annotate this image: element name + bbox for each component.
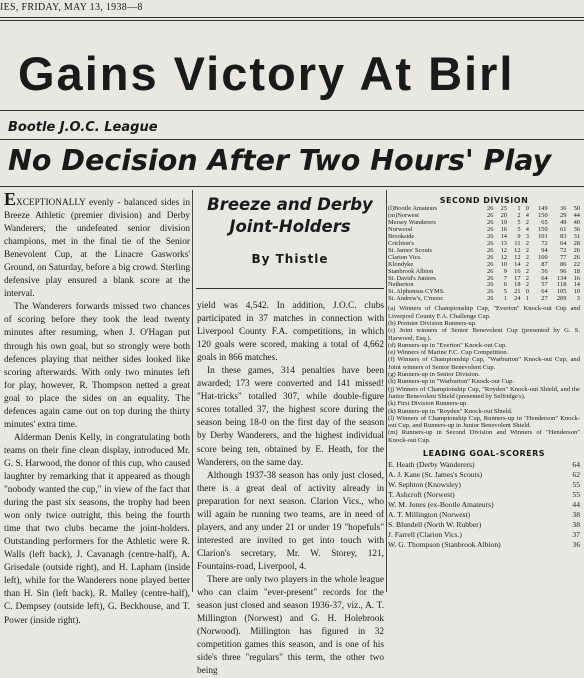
drop-cap: E: [4, 189, 17, 209]
stat-cell: 5: [517, 225, 521, 233]
stat-cell: 4: [525, 211, 529, 219]
scorer-name-cell: E. Heath (Derby Wanderers): [388, 459, 475, 469]
stat-cell: 87: [541, 260, 548, 268]
stat-cell: 4: [525, 225, 529, 233]
scorers-table: [388, 460, 580, 550]
article-paragraph: Alderman Denis Kelly, in congratulating both teams on their fine clean display, introduced Mr. G. S. Harwood, the donor of this cup, who caused laughter by remarking that it appeared as though "nobody wanted the cup," in view of the fact that during the past six seasons, the trophy had been won only twice outright, this being the fourth time that two clubs became the joint-holders. Outstanding performers for the Athletic were R. Walls (left back), J. Cavanagh (centre-half), A. Grisedale (outside right), and H. Lapham (inside left), while for the Wanderers none played better than H. Sin (left back), R. Malley (centre-half), C. Dempsey (outside left), G. Beckhouse, and T. Power (inside right).: [4, 432, 190, 626]
stat-cell: 94: [541, 246, 548, 254]
stat-cell: 11: [514, 239, 521, 247]
stat-cell: 1: [503, 295, 507, 303]
stat-cell: 14: [500, 232, 507, 240]
table-row: [388, 540, 580, 550]
stat-cell: 100: [538, 253, 548, 261]
stat-cell: 2: [525, 239, 529, 247]
stat-cell: 44: [573, 211, 580, 219]
feature-column: [197, 300, 384, 677]
goals-cell: 55: [572, 489, 580, 499]
stat-cell: 49: [560, 218, 567, 226]
note-item: (e) Winners of Marine F.C. Cup Competition.: [388, 349, 509, 357]
stat-cell: 27: [541, 295, 548, 303]
stat-cell: 12: [514, 246, 521, 254]
stat-cell: 56: [541, 267, 548, 275]
stat-cell: 2: [525, 281, 529, 289]
note-item: (a) Winners of Championship Cup, "Everton" Knock-out Cup and Liverpool County F.A. Challenge Cup.: [388, 305, 580, 320]
goals-cell: 62: [572, 469, 580, 479]
league-notes: [388, 305, 580, 444]
stat-cell: 26: [487, 218, 494, 226]
team-name-cell: Netherton: [388, 281, 414, 289]
top-rule-2: [0, 20, 584, 21]
feature-title: [196, 194, 384, 238]
stat-cell: 14: [573, 281, 580, 289]
scorer-name-cell: T. Ashcroft (Norwest): [388, 489, 455, 499]
team-name-cell: St. James' Scouts: [388, 246, 432, 254]
stat-cell: 26: [487, 274, 494, 282]
stat-cell: 16: [500, 225, 507, 233]
stat-cell: 2: [525, 260, 529, 268]
article-column: [4, 189, 190, 626]
stat-cell: 26: [573, 253, 580, 261]
stat-cell: 64: [541, 274, 548, 282]
stat-cell: 22: [573, 260, 580, 268]
stat-cell: 9: [503, 267, 507, 275]
stat-cell: 1: [517, 205, 521, 212]
stat-cell: 7: [503, 274, 507, 282]
stat-cell: 149: [538, 205, 548, 212]
stat-cell: 26: [487, 281, 494, 289]
stat-cell: 18: [573, 267, 580, 275]
stat-cell: 83: [560, 232, 567, 240]
stat-cell: 0: [525, 205, 529, 212]
stat-cell: 1: [525, 295, 529, 303]
stat-cell: 2: [525, 218, 529, 226]
team-name-cell: Clarion Vics.: [388, 253, 422, 261]
stat-cell: 26: [573, 246, 580, 254]
stat-cell: 150: [538, 211, 548, 219]
scorer-name-cell: W. Sephton (Knowsley): [388, 479, 461, 489]
stat-cell: 72: [541, 239, 548, 247]
stat-cell: 36: [560, 205, 567, 212]
feature-title-line: Joint-Holders: [229, 217, 351, 236]
goals-cell: 38: [572, 509, 580, 519]
goals-cell: 55: [572, 479, 580, 489]
stat-cell: 12: [500, 246, 507, 254]
table-row: [388, 490, 580, 500]
stat-cell: 57: [541, 281, 548, 289]
stat-cell: 26: [487, 239, 494, 247]
table-row: [388, 480, 580, 490]
stat-cell: 19: [500, 218, 507, 226]
stat-cell: 9: [517, 232, 521, 240]
scorer-name-cell: A. J. Kane (St. James's Scouts): [388, 469, 483, 479]
scorer-name-cell: W. G. Thompson (Stanbrook Albion): [388, 539, 501, 549]
stat-cell: 26: [487, 295, 494, 303]
stat-cell: 26: [487, 205, 494, 212]
section-rule: [0, 139, 584, 140]
stat-cell: 118: [557, 281, 567, 289]
note-item: (d) Runners-up in "Everton" Knock-out Cup.: [388, 341, 507, 349]
column-divider: [386, 190, 387, 592]
goals-cell: 44: [572, 499, 580, 509]
feature-paragraph: In these games, 314 penalties have been awarded; 173 were converted and 141 missed! "Hat-tricks" totalled 307, while double-figure scores totalled 37, the highest score during the season being 18-0 on the first day of the season by Derby Wanderers, and the highest individual score being ten, obtained by E. Heath, for the Wanderers, on the same day.: [197, 366, 384, 468]
stat-cell: 26: [487, 225, 494, 233]
stat-cell: 65: [541, 218, 548, 226]
stat-cell: 2: [525, 274, 529, 282]
table-row: [388, 220, 580, 227]
stat-cell: 26: [487, 211, 494, 219]
dateline: IES, FRIDAY, MAY 13, 1938—8: [0, 2, 143, 13]
stat-cell: 12: [514, 253, 521, 261]
stat-cell: 29: [560, 211, 567, 219]
column-divider: [192, 190, 193, 592]
note-item: (k) Runners-up in "Royden" Knock-out Shield.: [388, 407, 513, 415]
stat-cell: 17: [514, 274, 521, 282]
feature-paragraph: Although 1937-38 season has only just closed, there is a great deal of activity already in preparation for next season. Clarion Vics., who will again be running two teams, are in need of players, and any under 21 or under 19 "hopefuls" interested are invited to get into touch with Clarion's secretary, Mr. W. Storey, 121, Fountains-road, Liverpool, 4.: [197, 470, 384, 572]
stat-cell: 14: [514, 260, 521, 268]
stat-cell: 10: [500, 260, 507, 268]
stat-cell: 6: [503, 281, 507, 289]
article-paragraph: XCEPTIONALLY evenly - balanced sides in Breeze Athletic (premier division) and Derby Wanderers, the undefeated senior division champions, met in the final tie of the Senior Benevolent Cup, at the Linacre Gasworks' Ground, on Saturday, before a big crowd. Sterling defensive play ensured a blank score at the interval.: [4, 198, 190, 300]
stat-cell: 101: [538, 232, 548, 240]
stat-cell: 86: [560, 260, 567, 268]
note-item: (k) First Division Runners-up.: [388, 400, 468, 408]
feature-paragraph: There are only two players in the whole league who can claim "ever-present" records for the season just closed and season 1936-37, viz., A. T. Millington (Norwest) and G. H. Holebrook (Norwood). Millington has figured in 32 competition games this season, and is one of his side's three "regulars" this term, the other two being: [197, 574, 384, 677]
stat-cell: 3: [525, 232, 529, 240]
scorer-name-cell: S. Blundell (North W. Rubber): [388, 519, 482, 529]
note-item: (b) Premier Division Runners-up.: [388, 319, 477, 327]
stat-cell: 77: [560, 253, 567, 261]
byline-rule: [196, 288, 384, 289]
table-row: [388, 500, 580, 510]
table-row: [388, 296, 580, 303]
note-item: (h) Runners-up in "Warburton" Knock-out Cup.: [388, 378, 515, 386]
stat-cell: 25: [500, 205, 507, 212]
stat-cell: 2: [525, 253, 529, 261]
table-row: [388, 470, 580, 480]
stat-cell: 40: [573, 218, 580, 226]
stat-cell: 2: [525, 246, 529, 254]
stat-cell: 5: [517, 218, 521, 226]
team-name-cell: Klondyke: [388, 260, 414, 268]
stat-cell: 0: [525, 288, 529, 296]
stat-cell: 72: [560, 246, 567, 254]
stat-cell: 24: [514, 295, 521, 303]
stat-cell: 61: [560, 225, 567, 233]
note-item: (j) Winners of Championship Cup, "Royden" Knock-out Shield, and the Junior Benevolent Shield (presented by Selfridge's).: [388, 385, 580, 400]
team-name-cell: Norwood: [388, 225, 413, 233]
team-name-cell: Mersey Wanderers: [388, 218, 436, 226]
stat-cell: 26: [487, 246, 494, 254]
stat-cell: 96: [560, 267, 567, 275]
stat-cell: 31: [573, 232, 580, 240]
table-row: [388, 530, 580, 540]
headline-rule: [0, 110, 584, 111]
stat-cell: 26: [487, 288, 494, 296]
stat-cell: 50: [573, 205, 580, 212]
team-name-cell: St. Alphonsus CYMS.: [388, 288, 445, 296]
stat-cell: 20: [500, 211, 507, 219]
stat-cell: 26: [487, 232, 494, 240]
feature-title-line: Breeze and Derby: [207, 195, 373, 214]
section-label: Bootle J.O.C. League: [8, 120, 158, 135]
stat-cell: 150: [538, 225, 548, 233]
team-name-cell: St. David's Juniors: [388, 274, 436, 282]
feature-paragraph: yield was 4,542. In addition, J.O.C. clubs participated in 37 matches in connection with Liverpool County F.A. competitions, in which 120 goals were scored, making a total of 4,662 goals in 866 matches.: [197, 301, 384, 364]
stat-cell: 16: [573, 274, 580, 282]
goals-cell: 36: [572, 539, 580, 549]
note-item: (c) Joint winners of Senior Benevolent Cup (presented by G. S. Harwood, Esq.).: [388, 327, 580, 342]
top-rule: [0, 17, 584, 18]
league-table-title: SECOND DIVISION: [439, 196, 529, 205]
team-name-cell: (l)Bootle Amateurs: [388, 205, 438, 212]
stat-cell: 18: [514, 281, 521, 289]
stat-cell: 5: [503, 288, 507, 296]
scorer-name-cell: J. Farrell (Clarion Vics.): [388, 529, 462, 539]
stat-cell: 3: [576, 295, 580, 303]
stat-cell: 10: [573, 288, 580, 296]
goals-cell: 64: [572, 459, 580, 469]
team-name-cell: Stanbrook Albion: [388, 267, 434, 275]
goals-cell: 38: [572, 519, 580, 529]
stat-cell: 26: [487, 253, 494, 261]
stat-cell: 134: [556, 274, 567, 282]
stat-cell: 2: [525, 267, 529, 275]
stat-cell: 64: [560, 239, 567, 247]
team-name-cell: Brookside: [388, 232, 415, 240]
scorers-title: LEADING GOAL-SCORERS: [422, 448, 546, 458]
stat-cell: 105: [556, 288, 567, 296]
stat-cell: 209: [556, 295, 567, 303]
team-name-cell: Crichton's: [388, 239, 415, 247]
note-item: (m) Runners-up in Second Division and Winners of "Henderson" Knock-out Cup.: [388, 429, 580, 444]
stat-cell: 13: [500, 239, 507, 247]
team-name-cell: St. Andrew's, C'moor.: [388, 295, 444, 303]
table-row: [388, 460, 580, 470]
stat-cell: 36: [573, 225, 580, 233]
note-item: (f) Winners of Championship Cup, "Warburton" Knock-out Cup, and Joint winners of Senior Benevolent Cup.: [388, 356, 580, 371]
headline: Gains Victory At Birl: [18, 47, 515, 100]
league-table: [388, 206, 580, 303]
stat-cell: 28: [573, 239, 580, 247]
team-name-cell: (m)Norwest: [388, 211, 419, 219]
table-row: [388, 510, 580, 520]
stat-cell: 64: [541, 288, 548, 296]
table-row: [388, 255, 580, 262]
table-row: [388, 234, 580, 241]
byline: By Thistle: [251, 252, 329, 266]
note-item: (l) Winners of Championship Cup, Runners-up in "Henderson" Knock-out Cup, and Runners-up in Junior Benevolent Shield.: [388, 414, 580, 430]
stat-cell: 16: [514, 267, 521, 275]
stat-cell: 21: [514, 288, 521, 296]
table-row: [388, 520, 580, 530]
scorer-name-cell: A. T. Millington (Norwest): [388, 509, 471, 519]
note-item: (g) Runners-up in Senior Division.: [388, 371, 480, 379]
article-paragraph: The Wanderers forwards missed two chances of scoring before they took the lead twenty minutes after resuming, when J. O'Hagan put through his own goal, but so strongly were both defences playing that neither sides looked like scoring afterwards. With only two minutes left for play, however, R. Thompson netted a great goal to place the sides on an equality. The defences again came out on top during the thirty minutes' extra time.: [4, 302, 190, 430]
stat-cell: 12: [500, 253, 507, 261]
subhead-rule: [0, 186, 584, 187]
stat-cell: 26: [487, 260, 494, 268]
stats-column: [388, 196, 580, 592]
table-row: [388, 276, 580, 283]
goals-cell: 37: [572, 529, 580, 539]
stat-cell: 2: [517, 211, 521, 219]
stat-cell: 26: [487, 267, 494, 275]
scorer-name-cell: W. M. Jones (ex-Bootle Amateurs): [388, 499, 494, 509]
table-row: [388, 227, 580, 234]
subheadline: No Decision After Two Hours' Play: [8, 144, 552, 177]
